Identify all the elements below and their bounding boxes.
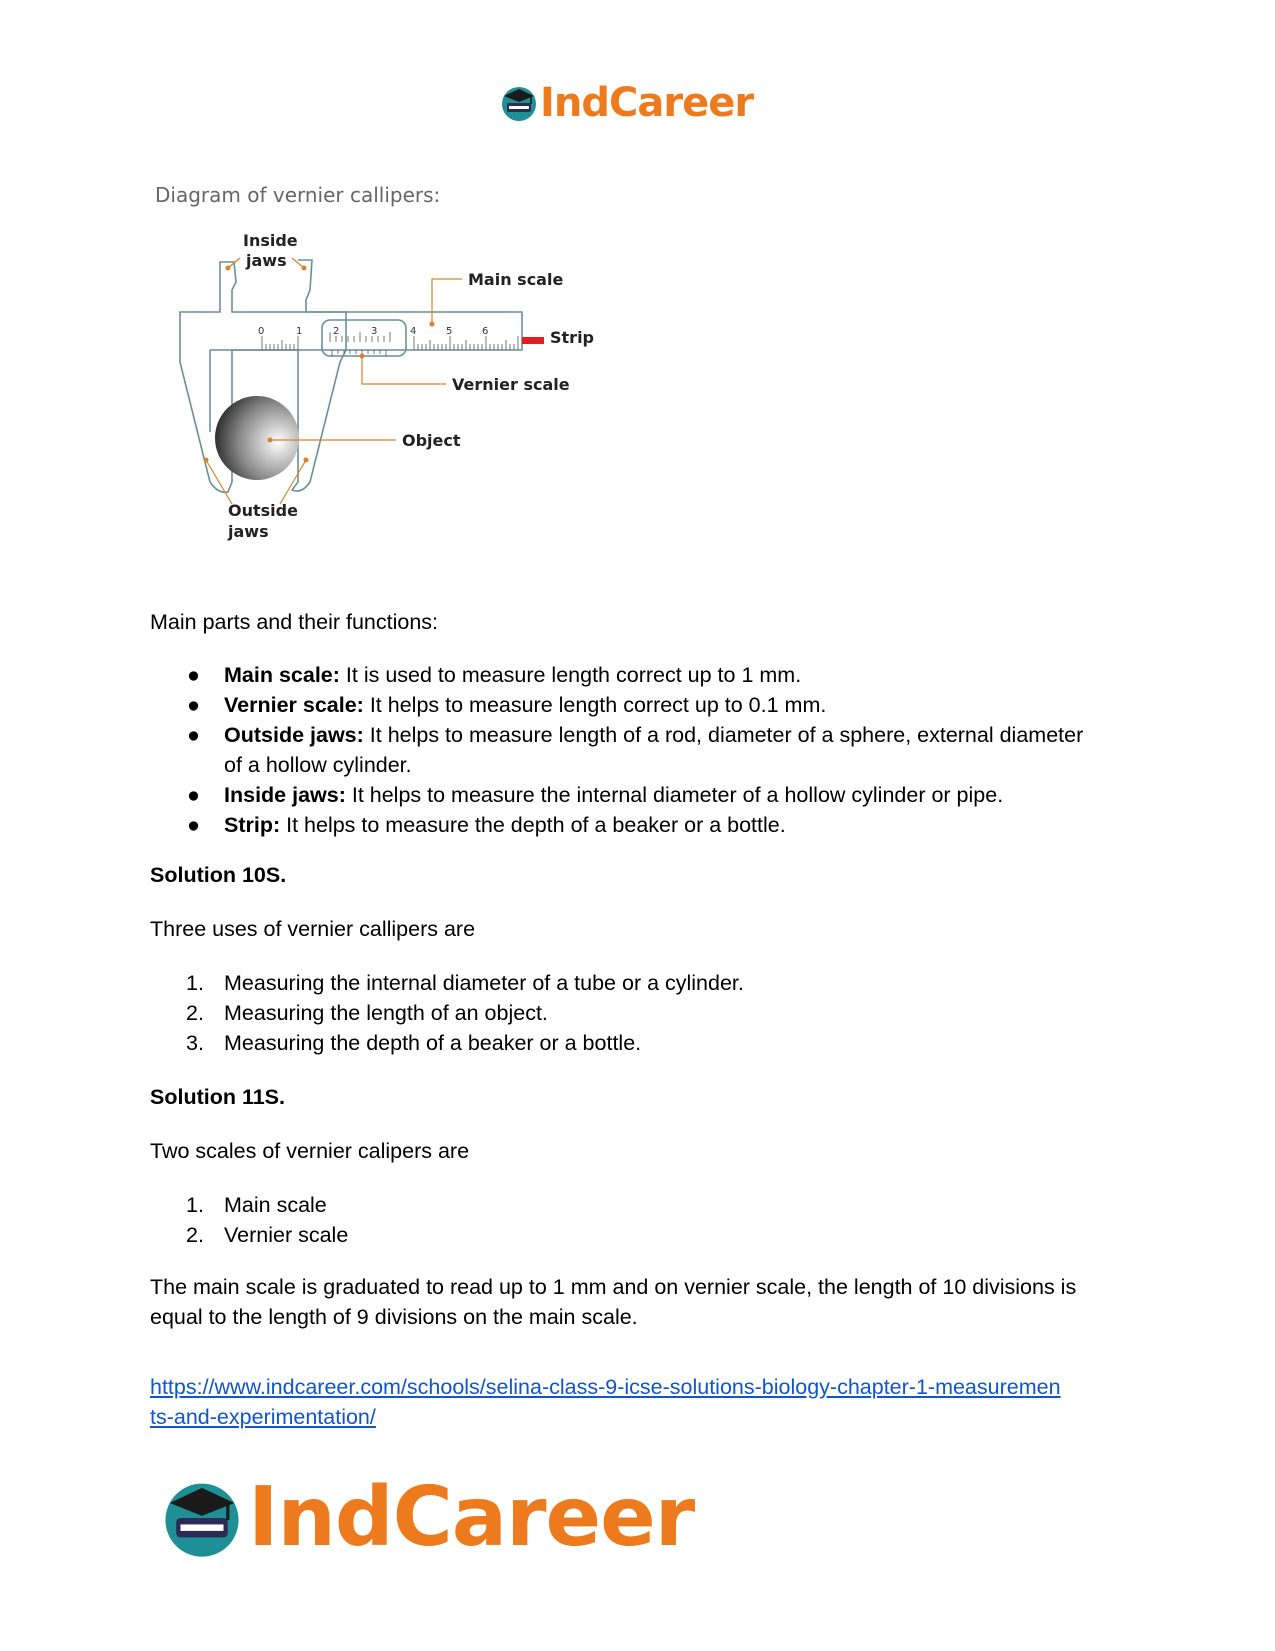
label-main-scale: Main scale <box>468 270 564 289</box>
list-item: ● Outside jaws: It helps to measure length of a rod, diameter of a sphere, external diameter of a hollow cylinder. <box>187 723 1084 777</box>
solution-10-list <box>150 968 1130 1058</box>
source-link[interactable]: https://www.indcareer.com/schools/selina-class-9-icse-solutions-biology-chapter-1-measuremen ts-and-experimentation/ <box>150 1375 1061 1429</box>
label-object: Object <box>402 431 461 450</box>
solution-11-intro: Two scales of vernier calipers are <box>150 1139 470 1163</box>
main-tick-1: 1 <box>296 326 303 337</box>
solution-11-list <box>150 1190 1130 1250</box>
list-item: 1. Main scale <box>186 1193 327 1217</box>
vernier-tick-2: 2 <box>333 326 340 337</box>
label-inside-jaws-1: Inside <box>243 232 298 250</box>
main-tick-6: 6 <box>482 326 489 337</box>
label-vernier-scale: Vernier scale <box>452 375 570 394</box>
solution-10-intro: Three uses of vernier callipers are <box>150 917 476 941</box>
source-link-block <box>150 1372 1130 1432</box>
graduation-cap-book-icon <box>500 83 538 123</box>
main-tick-0: 0 <box>258 326 265 337</box>
vernier-tick-3: 3 <box>371 326 378 337</box>
label-outside-jaws-1: Outside <box>228 501 298 520</box>
list-item: ● Inside jaws: It helps to measure the internal diameter of a hollow cylinder or pipe. <box>187 783 1004 807</box>
list-item: 2. Measuring the length of an object. <box>186 1001 548 1025</box>
vernier-calliper-diagram <box>170 232 630 572</box>
header-logo <box>500 78 753 128</box>
label-outside-jaws-2: jaws <box>228 522 269 541</box>
solution-10-heading: Solution 10S. <box>150 863 287 887</box>
list-item: ● Vernier scale: It helps to measure length correct up to 0.1 mm. <box>187 693 827 717</box>
list-item: 1. Measuring the internal diameter of a tube or a cylinder. <box>186 971 744 995</box>
section-intro: Main parts and their functions: <box>150 610 439 634</box>
vernier-scale-leader <box>362 356 446 384</box>
label-inside-jaws-2: jaws <box>246 251 287 270</box>
main-scale-leader <box>432 279 462 324</box>
solution-11-note: The main scale is graduated to read up to 1 mm and on vernier scale, the length of 10 divisions is equal to the length of 9 divisions on the main scale. <box>150 1275 1077 1329</box>
graduation-cap-book-icon <box>160 1475 244 1561</box>
list-item: ● Main scale: It is used to measure length correct up to 1 mm. <box>187 663 802 687</box>
main-tick-4: 4 <box>410 326 417 337</box>
footer-logo <box>160 1470 694 1565</box>
main-tick-5: 5 <box>446 326 453 337</box>
strip-bar <box>522 337 544 344</box>
parts-list <box>150 660 1130 840</box>
footer-logo-text: IndCareer <box>248 1469 695 1565</box>
diagram-caption: Diagram of vernier callipers: <box>155 183 441 207</box>
solution-11-heading: Solution 11S. <box>150 1085 285 1109</box>
label-strip: Strip <box>550 328 594 347</box>
list-item: ● Strip: It helps to measure the depth of a beaker or a bottle. <box>187 813 786 837</box>
header-logo-text: IndCareer <box>540 80 754 126</box>
list-item: 2. Vernier scale <box>186 1223 349 1247</box>
object-sphere <box>215 396 299 480</box>
vernier-scale-ticks <box>332 350 386 356</box>
list-item: 3. Measuring the depth of a beaker or a bottle. <box>186 1031 642 1055</box>
